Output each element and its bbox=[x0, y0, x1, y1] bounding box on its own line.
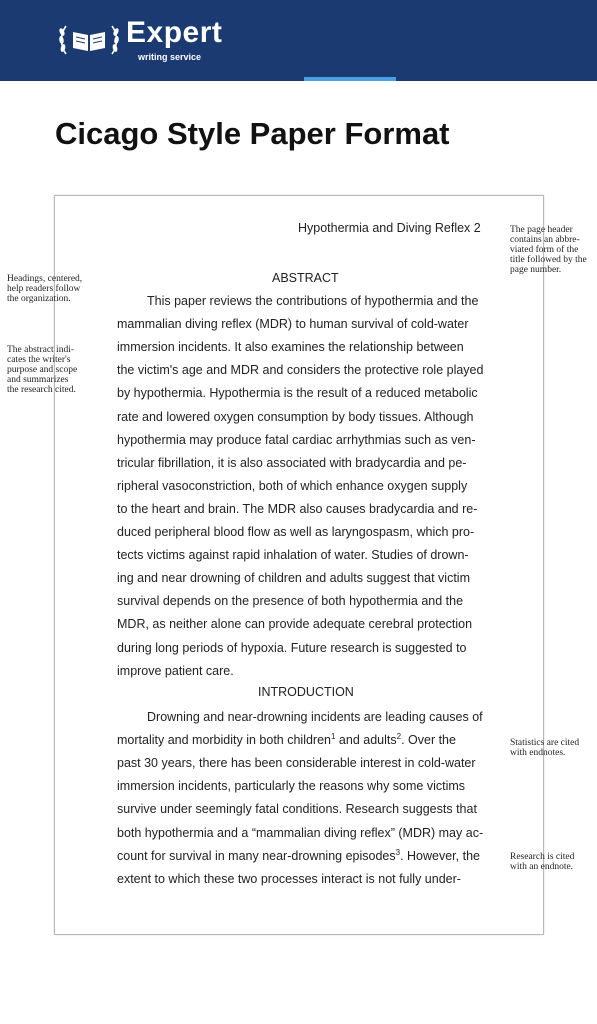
annotation-line: the research cited. bbox=[7, 385, 76, 395]
abstract-line: immersion incidents. It also examines the relationship between bbox=[117, 340, 464, 355]
brand-name: Expert bbox=[126, 16, 223, 49]
abstract-line: hypothermia may produce fatal cardiac arrhythmias such as ven- bbox=[117, 432, 476, 447]
endnote-marker: 1 bbox=[331, 732, 336, 742]
annotation-abstract bbox=[7, 345, 77, 395]
annotation-line: The abstract indi- bbox=[7, 345, 75, 355]
abstract-line: the victim's age and MDR and considers the protective role played bbox=[117, 363, 484, 378]
annotation-line: title followed by the bbox=[510, 255, 587, 265]
abstract-line: duced peripheral blood flow as well as laryngospasm, which pro- bbox=[117, 525, 475, 539]
introduction-line: extent to which these two processes interact is not fully under- bbox=[117, 871, 461, 886]
introduction-line bbox=[117, 849, 480, 863]
abstract-line: tects victims against rapid inhalation of water. Studies of drown- bbox=[117, 548, 469, 563]
introduction-line: both hypothermia and a “mammalian diving reflex” (MDR) may ac- bbox=[117, 825, 484, 840]
line-segment: . Over the bbox=[401, 733, 456, 748]
annotation-line: viated form of the bbox=[510, 245, 579, 255]
annotation-line: the organization. bbox=[7, 294, 71, 304]
abstract-line: ripheral vasoconstriction, both of which enhance oxygen supply bbox=[117, 478, 468, 493]
annotation-line: help readers follow bbox=[7, 284, 81, 294]
abstract-line: improve patient care. bbox=[117, 663, 234, 678]
annotation-line: and summarizes bbox=[7, 375, 69, 385]
introduction-line: past 30 years, there has been considerable interest in cold-water bbox=[117, 756, 476, 771]
line-segment: count for survival in many near-drowning episodes bbox=[117, 848, 396, 863]
running-head: Hypothermia and Diving Reflex 2 bbox=[298, 221, 481, 235]
introduction-line bbox=[117, 733, 456, 747]
line-segment: . However, the bbox=[400, 848, 480, 863]
annotation-line: Headings, centered, bbox=[7, 274, 83, 284]
site-header bbox=[0, 0, 597, 81]
page-title: Cicago Style Paper Format bbox=[55, 116, 450, 151]
abstract-line: ing and near drowning of children and adults suggest that victim bbox=[117, 571, 470, 586]
abstract-heading: ABSTRACT bbox=[272, 271, 339, 285]
abstract-line: tricular fibrillation, it is also associated with bradycardia and pe- bbox=[117, 455, 467, 470]
abstract-line: MDR, as neither alone can provide adequate cerebral protection bbox=[117, 617, 473, 632]
abstract-line: to the heart and brain. The MDR also causes bradycardia and re- bbox=[117, 501, 478, 516]
annotation-line: with an endnote. bbox=[510, 862, 574, 872]
annotation-line: purpose and scope bbox=[7, 365, 78, 375]
annotation-line: Statistics are cited bbox=[510, 738, 580, 748]
line-segment: and adults bbox=[335, 733, 397, 748]
endnote-marker: 3 bbox=[395, 847, 401, 857]
abstract-line: This paper reviews the contributions of hypothermia and the bbox=[147, 294, 479, 308]
annotation-line: Research is cited bbox=[510, 852, 575, 862]
annotation-line: The page header bbox=[510, 225, 573, 235]
annotation-line: contains an abbre- bbox=[510, 235, 580, 245]
header-accent-line bbox=[304, 77, 396, 81]
introduction-heading: INTRODUCTION bbox=[258, 685, 354, 699]
line-segment: mortality and morbidity in both children bbox=[117, 733, 331, 748]
abstract-line: by hypothermia. Hypothermia is the result of a reduced metabolic bbox=[117, 386, 478, 401]
annotation-line: with endnotes. bbox=[510, 748, 566, 758]
annotation-page-header bbox=[510, 225, 587, 275]
abstract-line: rate and lowered oxygen consumption by body tissues. Although bbox=[117, 409, 474, 424]
introduction-line: Drowning and near-drowning incidents are leading causes of bbox=[147, 710, 483, 724]
brand-tagline: writing service bbox=[138, 52, 202, 62]
abstract-line: mammalian diving reflex (MDR) to human survival of cold-water bbox=[117, 317, 469, 332]
endnote-marker: 2 bbox=[396, 732, 402, 742]
abstract-line: during long periods of hypoxia. Future research is suggested to bbox=[117, 640, 467, 655]
annotation-line: cates the writer's bbox=[7, 355, 71, 365]
introduction-line: immersion incidents, particularly the reasons why some victims bbox=[117, 779, 466, 794]
open-book-laurel-icon bbox=[58, 18, 120, 62]
annotation-research bbox=[510, 852, 574, 872]
abstract-line: survival depends on the presence of both hypothermia and the bbox=[117, 594, 464, 609]
annotation-line: page number. bbox=[510, 265, 562, 275]
annotation-statistics bbox=[510, 738, 579, 758]
annotation-headings bbox=[7, 274, 82, 304]
introduction-line: survive under seemingly fatal conditions. Research suggests that bbox=[117, 802, 477, 817]
